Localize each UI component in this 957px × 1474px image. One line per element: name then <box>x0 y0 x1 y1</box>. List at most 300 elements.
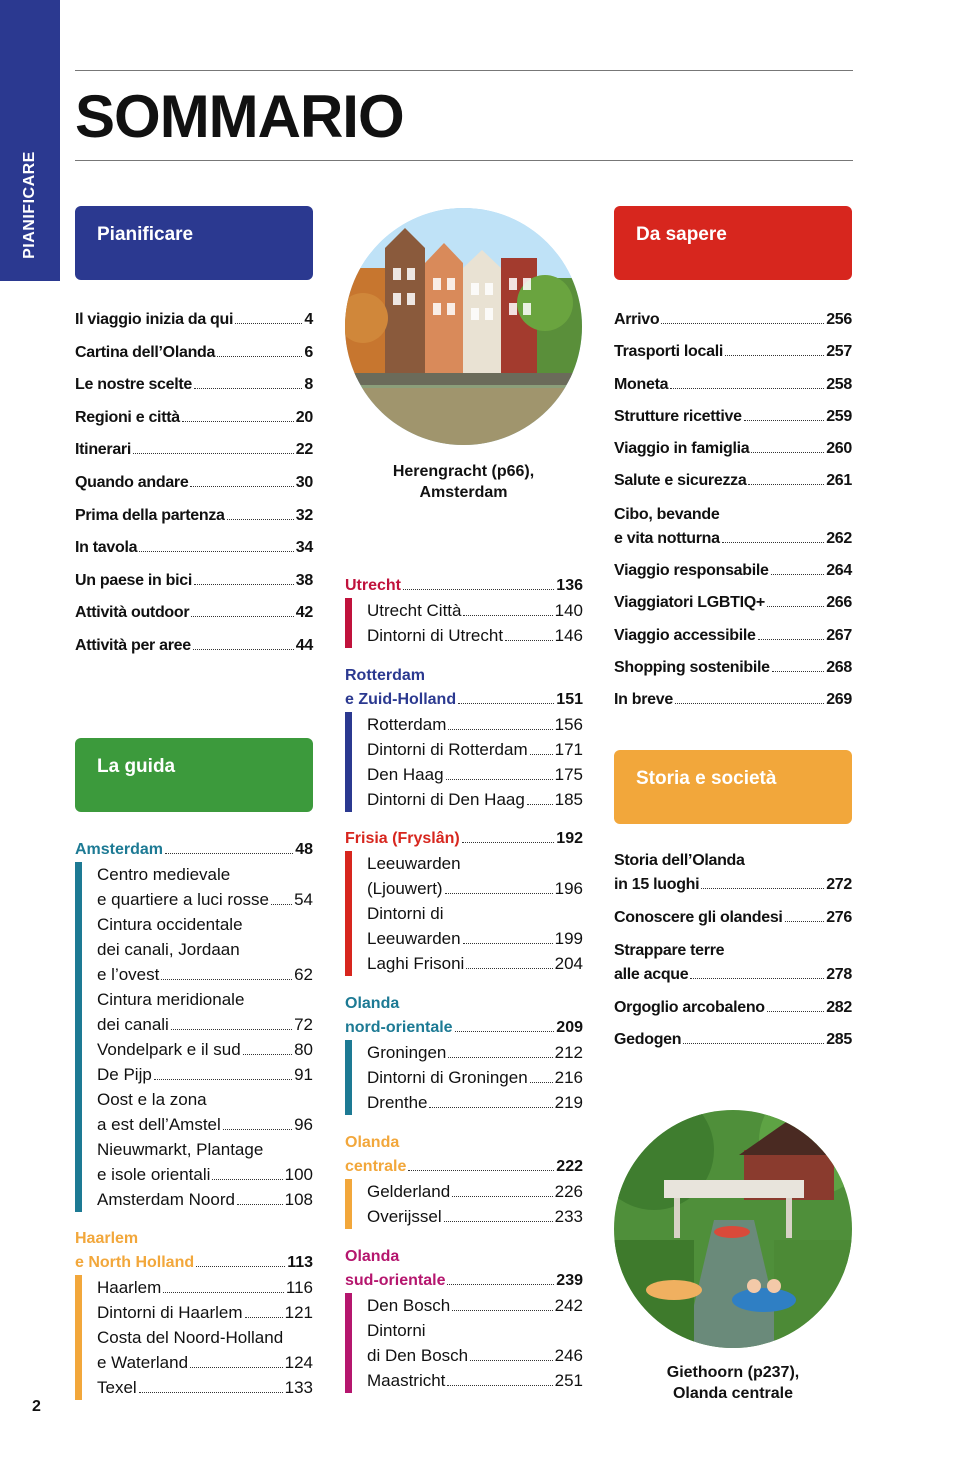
toc-label: alle acque <box>614 966 689 983</box>
section-header-storia <box>614 750 852 824</box>
caption-line: Giethoorn (p237), <box>666 1364 800 1381</box>
toc-row <box>367 598 583 623</box>
toc-row <box>345 1016 583 1040</box>
toc-label: Viaggio accessibile <box>614 626 756 644</box>
toc-page-number: 264 <box>826 562 852 580</box>
toc-row <box>97 1012 313 1037</box>
toc-page-number: 261 <box>826 472 852 490</box>
region-block <box>345 1130 583 1229</box>
toc-leader-dots <box>243 1054 292 1055</box>
toc-row <box>75 471 313 495</box>
toc-page-number: 48 <box>295 841 313 858</box>
toc-page-number: 256 <box>826 311 852 328</box>
toc-leader-dots <box>245 1317 283 1318</box>
toc-page-number: 20 <box>295 408 313 426</box>
toc-label: e quartiere a luci rosse <box>97 890 269 909</box>
toc-leader-dots <box>670 388 824 389</box>
toc-label: Quando andare <box>75 473 189 491</box>
toc-page-number: 226 <box>554 1182 583 1201</box>
toc-page-number: 204 <box>554 954 583 973</box>
toc-leader-dots <box>429 1107 552 1108</box>
toc-page-number: 219 <box>554 1093 583 1112</box>
toc-row <box>614 963 852 987</box>
toc-entry-line: Cintura meridionale <box>97 990 245 1009</box>
toc-entry-line: Leeuwarden <box>367 854 461 873</box>
toc-leader-dots <box>462 842 555 843</box>
toc-entry <box>614 938 852 987</box>
caption-line: Herengracht (p66), <box>392 463 535 480</box>
storia-list <box>614 848 852 1052</box>
toc-entry <box>75 471 313 495</box>
toc-entry-line: Cibo, bevande <box>614 505 720 523</box>
toc-label: Drenthe <box>367 1093 428 1112</box>
section-header-label: Pianificare <box>97 224 194 245</box>
toc-leader-dots <box>690 978 824 979</box>
toc-leader-dots <box>408 1170 554 1171</box>
toc-page-number: 282 <box>826 998 852 1016</box>
toc-entry <box>75 504 313 528</box>
toc-subentry <box>367 598 583 623</box>
toc-label: Conoscere gli olandesi <box>614 908 783 926</box>
toc-row <box>97 1062 313 1087</box>
toc-leader-dots <box>527 804 553 805</box>
toc-page-number: 242 <box>554 1296 583 1315</box>
toc-row <box>367 1040 583 1065</box>
caption-line: Olanda centrale <box>672 1385 794 1402</box>
toc-leader-dots <box>403 589 554 590</box>
toc-leader-dots <box>530 754 553 755</box>
toc-subentry <box>97 862 313 912</box>
toc-entry <box>75 601 313 625</box>
toc-page-number: 285 <box>826 1031 852 1048</box>
toc-subentry <box>367 851 583 901</box>
toc-subentry <box>367 1293 583 1318</box>
toc-leader-dots <box>194 584 294 585</box>
toc-entry-line: Olanda <box>345 995 400 1012</box>
toc-subentry <box>367 1065 583 1090</box>
toc-subentry <box>97 1325 313 1375</box>
toc-page-number: 171 <box>554 740 583 759</box>
toc-label: a est dell’Amstel <box>97 1115 221 1134</box>
toc-label: Vondelpark e il sud <box>97 1040 241 1059</box>
toc-row <box>75 308 313 332</box>
toc-leader-dots <box>758 639 825 640</box>
toc-row <box>345 827 583 851</box>
title-rule <box>75 160 853 161</box>
toc-leader-dots <box>163 1292 284 1293</box>
toc-leader-dots <box>455 1031 555 1032</box>
toc-page-number: 136 <box>556 577 583 594</box>
toc-subentry <box>97 1137 313 1187</box>
toc-label: Attività outdoor <box>75 604 190 622</box>
toc-leader-dots <box>447 1385 552 1386</box>
toc-page-number: 268 <box>826 658 852 676</box>
toc-label: Maastricht <box>367 1371 446 1390</box>
column-left <box>75 206 313 658</box>
region-subsections <box>345 1040 583 1115</box>
toc-label: In breve <box>614 691 673 709</box>
toc-row <box>345 1269 583 1293</box>
photo-caption-top <box>345 461 582 503</box>
toc-leader-dots <box>463 943 553 944</box>
toc-label: Salute e sicurezza <box>614 472 747 490</box>
toc-entry <box>614 624 852 648</box>
toc-label: Amsterdam Noord <box>97 1190 235 1209</box>
toc-page-number: 44 <box>295 636 313 654</box>
toc-leader-dots <box>139 551 294 552</box>
toc-leader-dots <box>154 1079 292 1080</box>
toc-page-number: 199 <box>554 929 583 948</box>
toc-subentry <box>367 787 583 812</box>
toc-leader-dots <box>212 1179 282 1180</box>
page-number: 2 <box>32 1398 41 1415</box>
toc-entry <box>614 308 852 332</box>
toc-row <box>614 624 852 648</box>
toc-row <box>367 623 583 648</box>
toc-leader-dots <box>237 1204 283 1205</box>
toc-leader-dots <box>446 779 553 780</box>
toc-page-number: 62 <box>294 965 313 984</box>
toc-entry-line: Cintura occidentale <box>97 915 243 934</box>
toc-page-number: 38 <box>295 571 313 589</box>
region-heading <box>345 827 583 851</box>
toc-label: Viaggio responsabile <box>614 562 769 580</box>
toc-label: Gedogen <box>614 1031 682 1048</box>
toc-row <box>614 527 852 551</box>
toc-entry-line: Costa del Noord-Holland <box>97 1328 284 1347</box>
toc-page-number: 196 <box>554 879 583 898</box>
toc-label: e Waterland <box>97 1353 189 1372</box>
toc-label: Viaggiatori LGBTIQ+ <box>614 594 765 612</box>
da-sapere-list <box>614 308 852 712</box>
toc-label: Utrecht Città <box>367 601 462 620</box>
toc-leader-dots <box>772 671 824 672</box>
region-subsections <box>345 1293 583 1393</box>
toc-row <box>367 1343 583 1368</box>
toc-label: Haarlem <box>97 1278 162 1297</box>
toc-row <box>97 1300 313 1325</box>
toc-entry <box>614 688 852 712</box>
toc-entry <box>614 437 852 461</box>
region-heading <box>345 574 583 598</box>
column-right-storia <box>614 750 852 1052</box>
toc-page-number: 258 <box>826 375 852 393</box>
toc-row <box>367 787 583 812</box>
toc-label: Den Haag <box>367 765 444 784</box>
toc-entry <box>614 405 852 429</box>
toc-entry <box>614 906 852 930</box>
toc-page-number: 251 <box>554 1371 583 1390</box>
region-block <box>345 663 583 812</box>
toc-page-number: 192 <box>556 830 583 847</box>
toc-row <box>75 634 313 658</box>
toc-subentry <box>367 762 583 787</box>
toc-label: Gelderland <box>367 1182 451 1201</box>
toc-row <box>97 1112 313 1137</box>
toc-entry <box>614 1028 852 1052</box>
toc-page-number: 278 <box>826 966 852 983</box>
toc-row <box>367 712 583 737</box>
toc-leader-dots <box>744 420 825 421</box>
toc-leader-dots <box>530 1082 553 1083</box>
region-subsections <box>345 712 583 812</box>
toc-row <box>97 1375 313 1400</box>
toc-row <box>97 962 313 987</box>
region-block <box>345 574 583 648</box>
toc-page-number: 42 <box>295 604 313 622</box>
page-title: SOMMARIO <box>75 83 404 150</box>
toc-row <box>75 569 313 593</box>
region-subsections <box>345 851 583 976</box>
toc-leader-dots <box>683 1043 824 1044</box>
toc-row <box>97 1350 313 1375</box>
section-header-pianificare <box>75 206 313 280</box>
toc-leader-dots <box>190 486 293 487</box>
toc-row <box>75 1251 313 1275</box>
toc-page-number: 276 <box>826 908 852 926</box>
toc-label: e isole orientali <box>97 1165 211 1184</box>
toc-label: Amsterdam <box>75 841 164 858</box>
toc-row <box>614 373 852 397</box>
toc-label: Dintorni di Utrecht <box>367 626 504 645</box>
toc-label: dei canali <box>97 1015 169 1034</box>
photo-giethoorn <box>614 1110 852 1348</box>
toc-row <box>367 762 583 787</box>
section-header-label: Da sapere <box>636 224 727 245</box>
toc-page-number: 269 <box>826 691 852 709</box>
toc-label: De Pijp <box>97 1065 152 1084</box>
toc-entry <box>75 569 313 593</box>
top-rule <box>75 70 853 71</box>
toc-label: Frisia (Fryslân) <box>345 830 460 847</box>
toc-label: Dintorni di Groningen <box>367 1068 528 1087</box>
toc-entry-line: Olanda <box>345 1134 400 1151</box>
toc-label: Orgoglio arcobaleno <box>614 998 765 1016</box>
toc-label: Moneta <box>614 375 669 393</box>
toc-entry <box>75 341 313 365</box>
toc-leader-dots <box>452 1310 552 1311</box>
toc-label: Itinerari <box>75 441 131 459</box>
toc-page-number: 209 <box>556 1019 583 1036</box>
toc-page-number: 113 <box>287 1254 313 1271</box>
toc-row <box>614 591 852 615</box>
toc-row <box>614 1028 852 1052</box>
toc-subentry <box>97 1037 313 1062</box>
toc-entry <box>75 373 313 397</box>
toc-row <box>97 1275 313 1300</box>
toc-leader-dots <box>725 355 824 356</box>
toc-page-number: 91 <box>294 1065 313 1084</box>
toc-label: Rotterdam <box>367 715 447 734</box>
caption-line: Amsterdam <box>419 484 508 501</box>
toc-row <box>614 405 852 429</box>
toc-label: Leeuwarden <box>367 929 461 948</box>
toc-entry <box>75 634 313 658</box>
toc-page-number: 6 <box>304 343 313 361</box>
toc-row <box>367 1065 583 1090</box>
toc-subentry <box>97 1062 313 1087</box>
toc-page-number: 54 <box>294 890 313 909</box>
toc-row <box>97 1037 313 1062</box>
toc-row <box>97 887 313 912</box>
toc-row <box>345 574 583 598</box>
toc-entry <box>614 848 852 897</box>
toc-page-number: 151 <box>556 691 583 708</box>
toc-leader-dots <box>271 904 292 905</box>
toc-page-number: 22 <box>295 441 313 459</box>
toc-leader-dots <box>751 452 824 453</box>
side-tab-label: PIANIFICARE <box>21 151 38 259</box>
toc-row <box>75 438 313 462</box>
toc-subentry <box>367 623 583 648</box>
toc-subentry <box>367 1179 583 1204</box>
toc-label: centrale <box>345 1158 407 1175</box>
toc-label: Shopping sostenibile <box>614 658 770 676</box>
toc-leader-dots <box>701 888 824 889</box>
column-right <box>614 206 852 712</box>
region-block <box>345 991 583 1115</box>
toc-subentry <box>97 1300 313 1325</box>
toc-leader-dots <box>771 574 825 575</box>
toc-subentry <box>367 1318 583 1368</box>
amsterdam-heading <box>75 838 313 862</box>
toc-entry <box>75 308 313 332</box>
section-header-da-sapere <box>614 206 852 280</box>
toc-subentry <box>367 737 583 762</box>
toc-leader-dots <box>458 703 554 704</box>
section-header-label: La guida <box>97 756 176 777</box>
toc-leader-dots <box>445 893 553 894</box>
toc-label: Le nostre scelte <box>75 376 193 394</box>
toc-leader-dots <box>470 1360 553 1361</box>
toc-subentry <box>367 1040 583 1065</box>
amsterdam-block <box>75 838 313 1212</box>
haarlem-subsections <box>75 1275 313 1400</box>
toc-label: e North Holland <box>75 1254 195 1271</box>
toc-entry-line: Oost e la zona <box>97 1090 207 1109</box>
region-subsections <box>345 598 583 648</box>
toc-leader-dots <box>444 1221 553 1222</box>
herengracht-photo-illustration <box>345 208 582 445</box>
toc-entry-line: Nieuwmarkt, Plantage <box>97 1140 264 1159</box>
toc-row <box>75 406 313 430</box>
toc-row <box>75 504 313 528</box>
toc-label: Dintorni di Haarlem <box>97 1303 243 1322</box>
toc-page-number: 146 <box>554 626 583 645</box>
toc-page-number: 140 <box>554 601 583 620</box>
toc-label: In tavola <box>75 539 138 557</box>
toc-label: e l’ovest <box>97 965 160 984</box>
region-heading <box>345 1244 583 1293</box>
toc-entry <box>614 656 852 680</box>
toc-leader-dots <box>196 1266 285 1267</box>
section-header-la-guida <box>75 738 313 812</box>
region-heading <box>345 663 583 712</box>
toc-entry <box>614 996 852 1020</box>
toc-entry-line: Dintorni di <box>367 904 444 923</box>
toc-leader-dots <box>165 853 293 854</box>
side-tab <box>0 0 60 281</box>
toc-subentry <box>367 901 583 951</box>
toc-page-number: 32 <box>295 506 313 524</box>
toc-page-number: 133 <box>284 1378 313 1397</box>
toc-row <box>614 340 852 364</box>
toc-label: Un paese in bici <box>75 571 193 589</box>
toc-label: Den Bosch <box>367 1296 451 1315</box>
toc-entry <box>614 469 852 493</box>
toc-leader-dots <box>748 484 824 485</box>
toc-subentry <box>97 1275 313 1300</box>
toc-page-number: 267 <box>826 626 852 644</box>
toc-leader-dots <box>448 729 552 730</box>
region-block <box>345 827 583 976</box>
toc-row <box>367 1090 583 1115</box>
toc-page-number: 266 <box>826 594 852 612</box>
toc-row <box>614 873 852 897</box>
toc-entry <box>614 559 852 583</box>
toc-row <box>75 838 313 862</box>
toc-label: Regioni e città <box>75 408 180 426</box>
toc-subentry <box>367 712 583 737</box>
toc-entry <box>614 591 852 615</box>
toc-leader-dots <box>133 453 294 454</box>
toc-leader-dots <box>223 1129 292 1130</box>
toc-row <box>367 1368 583 1393</box>
toc-entry-line: Centro medievale <box>97 865 231 884</box>
toc-row <box>367 1293 583 1318</box>
toc-entry <box>614 340 852 364</box>
toc-page-number: 108 <box>284 1190 313 1209</box>
region-block <box>345 1244 583 1393</box>
toc-leader-dots <box>452 1196 552 1197</box>
toc-leader-dots <box>227 519 294 520</box>
toc-page-number: 121 <box>284 1303 313 1322</box>
photo-herengracht <box>345 208 582 445</box>
toc-page-number: 239 <box>556 1272 583 1289</box>
toc-label: Strutture ricettive <box>614 407 742 425</box>
toc-leader-dots <box>466 968 552 969</box>
toc-page-number: 233 <box>554 1207 583 1226</box>
toc-page-number: 72 <box>294 1015 313 1034</box>
toc-label: sud-orientale <box>345 1272 446 1289</box>
toc-row <box>614 906 852 930</box>
toc-label: Utrecht <box>345 577 402 594</box>
toc-page-number: 30 <box>295 473 313 491</box>
toc-leader-dots <box>235 323 302 324</box>
region-heading <box>345 991 583 1040</box>
toc-entry-line: Strappare terre <box>614 942 725 959</box>
toc-leader-dots <box>463 615 552 616</box>
toc-label: Overijssel <box>367 1207 442 1226</box>
toc-leader-dots <box>190 1367 283 1368</box>
haarlem-block <box>75 1226 313 1400</box>
toc-row <box>367 951 583 976</box>
toc-row <box>614 688 852 712</box>
toc-page-number: 8 <box>304 376 313 394</box>
toc-subentry <box>97 987 313 1037</box>
toc-row <box>75 601 313 625</box>
pianificare-list <box>75 308 313 658</box>
toc-label: nord-orientale <box>345 1019 453 1036</box>
toc-row <box>367 876 583 901</box>
toc-subentry <box>97 1087 313 1137</box>
toc-subentry <box>367 951 583 976</box>
toc-page-number: 100 <box>284 1165 313 1184</box>
toc-leader-dots <box>767 1011 824 1012</box>
toc-label: Dintorni di Rotterdam <box>367 740 528 759</box>
toc-leader-dots <box>661 323 824 324</box>
toc-label: Il viaggio inizia da qui <box>75 311 234 328</box>
